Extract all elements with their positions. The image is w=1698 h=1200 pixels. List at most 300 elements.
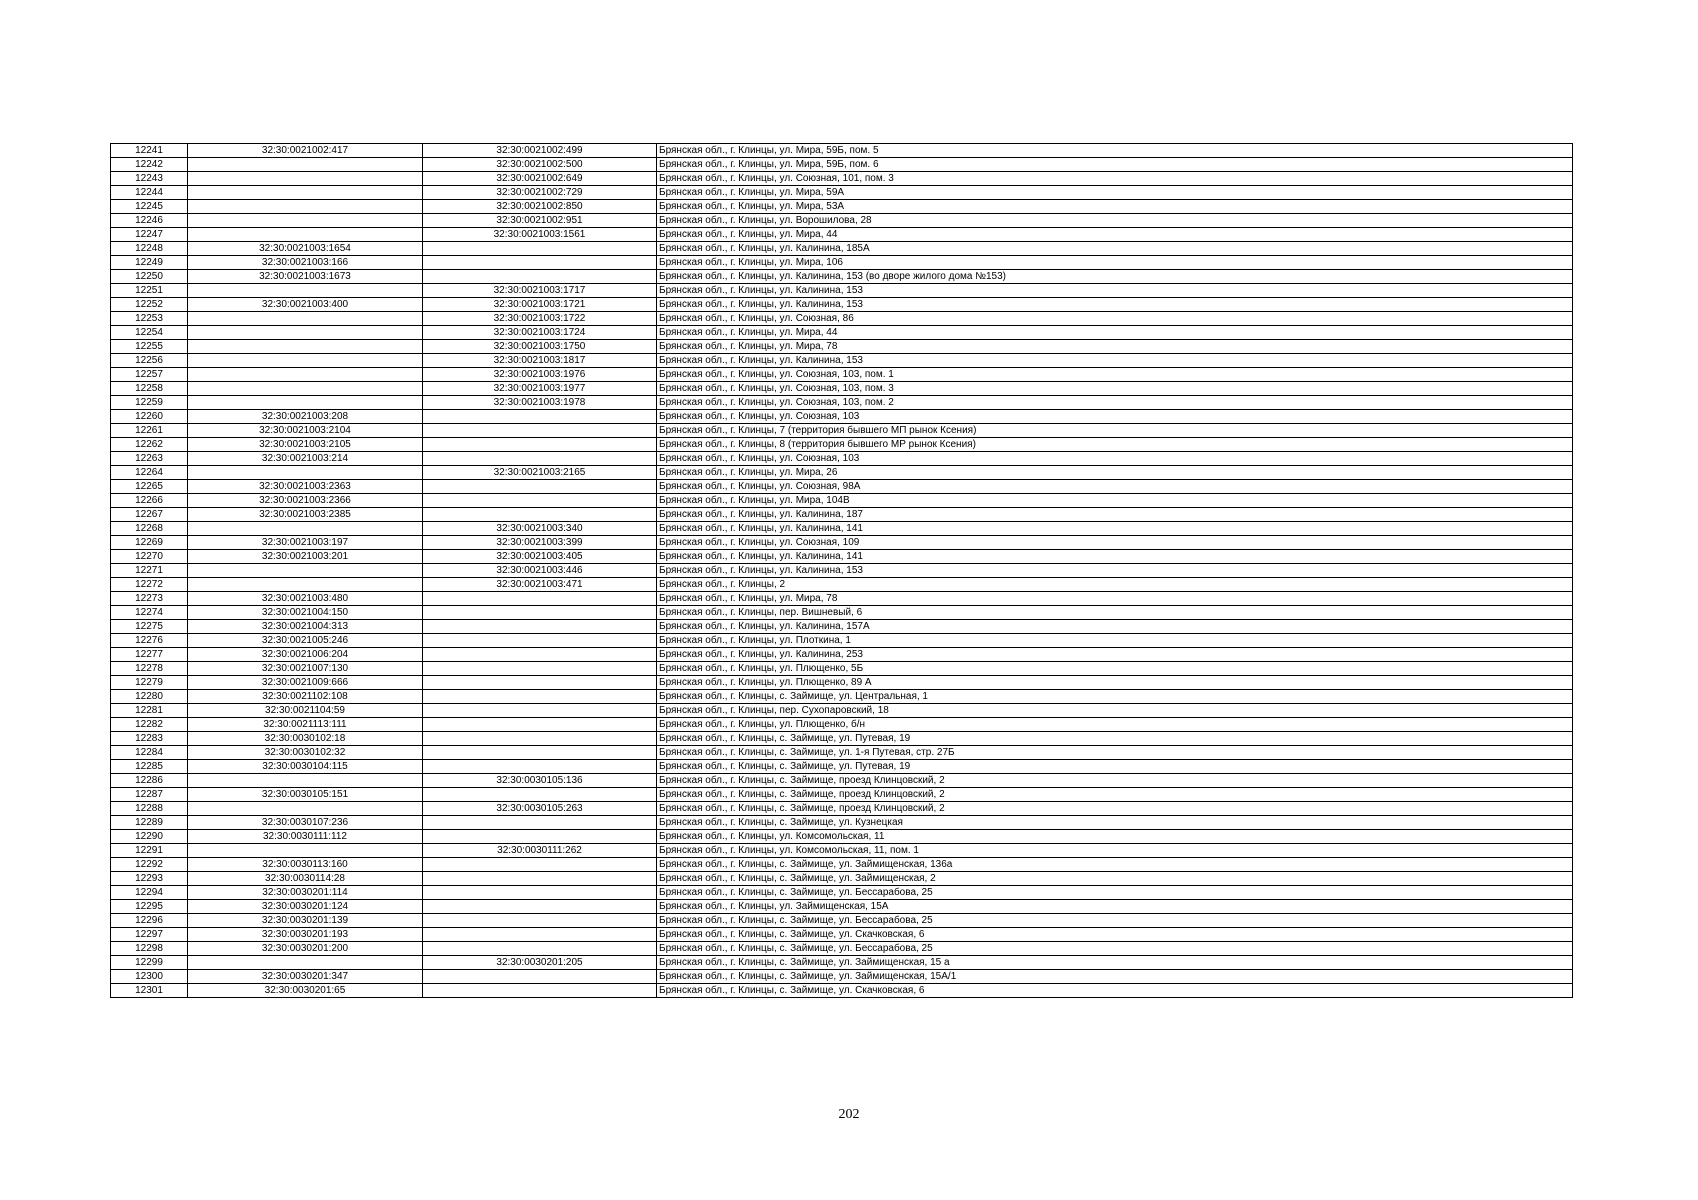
- cadastral-number-cell: 32:30:0021003:2366: [188, 494, 423, 508]
- related-cadastral-number-cell: 32:30:0021002:649: [423, 172, 657, 186]
- row-number-cell: 12299: [111, 956, 188, 970]
- table-row: [111, 550, 1573, 564]
- related-cadastral-number-cell: 32:30:0021003:1817: [423, 354, 657, 368]
- table-row: [111, 522, 1573, 536]
- table-row: [111, 886, 1573, 900]
- cadastral-number-cell: 32:30:0030201:200: [188, 942, 423, 956]
- related-cadastral-number-cell: [423, 970, 657, 984]
- table-row: [111, 494, 1573, 508]
- row-number-cell: 12279: [111, 676, 188, 690]
- address-cell: Брянская обл., г. Клинцы, ул. Плющенко, 5Б: [657, 662, 1573, 676]
- related-cadastral-number-cell: [423, 886, 657, 900]
- row-number-cell: 12288: [111, 802, 188, 816]
- related-cadastral-number-cell: 32:30:0021003:399: [423, 536, 657, 550]
- row-number-cell: 12262: [111, 438, 188, 452]
- related-cadastral-number-cell: [423, 704, 657, 718]
- related-cadastral-number-cell: 32:30:0021003:1561: [423, 228, 657, 242]
- address-cell: Брянская обл., г. Клинцы, с. Займище, ул. Путевая, 19: [657, 732, 1573, 746]
- cadastral-number-cell: 32:30:0021003:480: [188, 592, 423, 606]
- related-cadastral-number-cell: 32:30:0021003:1724: [423, 326, 657, 340]
- table-row: [111, 606, 1573, 620]
- address-cell: Брянская обл., г. Клинцы, ул. Комсомольская, 11: [657, 830, 1573, 844]
- cadastral-number-cell: [188, 802, 423, 816]
- table-row: [111, 284, 1573, 298]
- row-number-cell: 12268: [111, 522, 188, 536]
- row-number-cell: 12245: [111, 200, 188, 214]
- row-number-cell: 12257: [111, 368, 188, 382]
- related-cadastral-number-cell: 32:30:0030105:263: [423, 802, 657, 816]
- table-row: [111, 466, 1573, 480]
- row-number-cell: 12261: [111, 424, 188, 438]
- row-number-cell: 12292: [111, 858, 188, 872]
- row-number-cell: 12281: [111, 704, 188, 718]
- address-cell: Брянская обл., г. Клинцы, ул. Калинина, 141: [657, 522, 1573, 536]
- table-row: [111, 760, 1573, 774]
- table-row: [111, 438, 1573, 452]
- address-cell: Брянская обл., г. Клинцы, ул. Калинина, 153: [657, 284, 1573, 298]
- address-cell: Брянская обл., г. Клинцы, пер. Вишневый, 6: [657, 606, 1573, 620]
- row-number-cell: 12254: [111, 326, 188, 340]
- cadastral-number-cell: 32:30:0021003:201: [188, 550, 423, 564]
- row-number-cell: 12293: [111, 872, 188, 886]
- related-cadastral-number-cell: [423, 256, 657, 270]
- cadastral-number-cell: 32:30:0021003:1654: [188, 242, 423, 256]
- related-cadastral-number-cell: [423, 830, 657, 844]
- cadastral-number-cell: [188, 228, 423, 242]
- related-cadastral-number-cell: [423, 270, 657, 284]
- cadastral-number-cell: 32:30:0021004:150: [188, 606, 423, 620]
- address-cell: Брянская обл., г. Клинцы, ул. Союзная, 103, пом. 3: [657, 382, 1573, 396]
- related-cadastral-number-cell: 32:30:0030201:205: [423, 956, 657, 970]
- cadastral-number-cell: 32:30:0021003:208: [188, 410, 423, 424]
- row-number-cell: 12252: [111, 298, 188, 312]
- cadastral-number-cell: 32:30:0030102:32: [188, 746, 423, 760]
- row-number-cell: 12265: [111, 480, 188, 494]
- cadastral-number-cell: [188, 382, 423, 396]
- cadastral-number-cell: [188, 844, 423, 858]
- related-cadastral-number-cell: 32:30:0021003:1722: [423, 312, 657, 326]
- table-row: [111, 326, 1573, 340]
- table-row: [111, 648, 1573, 662]
- cadastral-number-cell: [188, 312, 423, 326]
- table-row: [111, 620, 1573, 634]
- address-cell: Брянская обл., г. Клинцы, ул. Мира, 78: [657, 340, 1573, 354]
- cadastral-number-cell: [188, 284, 423, 298]
- table-row: [111, 718, 1573, 732]
- cadastral-number-cell: [188, 564, 423, 578]
- related-cadastral-number-cell: [423, 858, 657, 872]
- table-row: [111, 732, 1573, 746]
- address-cell: Брянская обл., г. Клинцы, ул. Мира, 106: [657, 256, 1573, 270]
- table-row: [111, 312, 1573, 326]
- row-number-cell: 12274: [111, 606, 188, 620]
- cadastral-number-cell: 32:30:0030113:160: [188, 858, 423, 872]
- related-cadastral-number-cell: 32:30:0021002:850: [423, 200, 657, 214]
- related-cadastral-number-cell: [423, 662, 657, 676]
- address-cell: Брянская обл., г. Клинцы, ул. Калинина, 153: [657, 354, 1573, 368]
- related-cadastral-number-cell: [423, 494, 657, 508]
- row-number-cell: 12246: [111, 214, 188, 228]
- address-cell: Брянская обл., г. Клинцы, 2: [657, 578, 1573, 592]
- table-row: [111, 536, 1573, 550]
- address-cell: Брянская обл., г. Клинцы, с. Займище, ул. Займищенская, 15 а: [657, 956, 1573, 970]
- cadastral-number-cell: 32:30:0021004:313: [188, 620, 423, 634]
- related-cadastral-number-cell: [423, 928, 657, 942]
- address-cell: Брянская обл., г. Клинцы, ул. Мира, 44: [657, 326, 1573, 340]
- row-number-cell: 12263: [111, 452, 188, 466]
- row-number-cell: 12255: [111, 340, 188, 354]
- related-cadastral-number-cell: [423, 648, 657, 662]
- related-cadastral-number-cell: [423, 690, 657, 704]
- table-row: [111, 746, 1573, 760]
- address-cell: Брянская обл., г. Клинцы, ул. Калинина, 153: [657, 564, 1573, 578]
- row-number-cell: 12251: [111, 284, 188, 298]
- address-cell: Брянская обл., г. Клинцы, с. Займище, ул. Скачковская, 6: [657, 984, 1573, 998]
- address-cell: Брянская обл., г. Клинцы, с. Займище, ул. 1-я Путевая, стр. 27Б: [657, 746, 1573, 760]
- cadastral-number-cell: 32:30:0021104:59: [188, 704, 423, 718]
- cadastral-number-cell: 32:30:0021003:2385: [188, 508, 423, 522]
- cadastral-number-cell: 32:30:0030201:114: [188, 886, 423, 900]
- related-cadastral-number-cell: [423, 620, 657, 634]
- cadastral-number-cell: [188, 774, 423, 788]
- table-row: [111, 354, 1573, 368]
- row-number-cell: 12295: [111, 900, 188, 914]
- related-cadastral-number-cell: 32:30:0021002:951: [423, 214, 657, 228]
- row-number-cell: 12247: [111, 228, 188, 242]
- address-cell: Брянская обл., г. Клинцы, 7 (территория бывшего МП рынок Ксения): [657, 424, 1573, 438]
- table-row: [111, 704, 1573, 718]
- row-number-cell: 12259: [111, 396, 188, 410]
- related-cadastral-number-cell: [423, 410, 657, 424]
- related-cadastral-number-cell: 32:30:0021003:1717: [423, 284, 657, 298]
- table-row: [111, 186, 1573, 200]
- row-number-cell: 12266: [111, 494, 188, 508]
- address-cell: Брянская обл., г. Клинцы, с. Займище, ул. Бессарабова, 25: [657, 914, 1573, 928]
- row-number-cell: 12271: [111, 564, 188, 578]
- cadastral-number-cell: 32:30:0021005:246: [188, 634, 423, 648]
- cadastral-number-cell: [188, 214, 423, 228]
- address-cell: Брянская обл., г. Клинцы, ул. Плющенко, б/н: [657, 718, 1573, 732]
- table-row: [111, 452, 1573, 466]
- row-number-cell: 12291: [111, 844, 188, 858]
- cadastral-number-cell: 32:30:0021003:166: [188, 256, 423, 270]
- table-row: [111, 830, 1573, 844]
- address-cell: Брянская обл., г. Клинцы, ул. Калинина, 153: [657, 298, 1573, 312]
- cadastral-number-cell: 32:30:0030201:347: [188, 970, 423, 984]
- row-number-cell: 12301: [111, 984, 188, 998]
- table-row: [111, 410, 1573, 424]
- table-row: [111, 298, 1573, 312]
- cadastral-number-cell: [188, 340, 423, 354]
- table-row: [111, 914, 1573, 928]
- cadastral-number-cell: 32:30:0021003:214: [188, 452, 423, 466]
- cadastral-number-cell: 32:30:0021003:2104: [188, 424, 423, 438]
- row-number-cell: 12287: [111, 788, 188, 802]
- table-row: [111, 774, 1573, 788]
- table-row: [111, 578, 1573, 592]
- table-row: [111, 690, 1573, 704]
- row-number-cell: 12242: [111, 158, 188, 172]
- row-number-cell: 12275: [111, 620, 188, 634]
- cadastral-number-cell: [188, 522, 423, 536]
- table-row: [111, 956, 1573, 970]
- table-row: [111, 242, 1573, 256]
- table-row: [111, 382, 1573, 396]
- row-number-cell: 12280: [111, 690, 188, 704]
- row-number-cell: 12273: [111, 592, 188, 606]
- cadastral-number-cell: 32:30:0030111:112: [188, 830, 423, 844]
- row-number-cell: 12272: [111, 578, 188, 592]
- address-cell: Брянская обл., г. Клинцы, с. Займище, ул. Бессарабова, 25: [657, 942, 1573, 956]
- cadastral-number-cell: 32:30:0021003:2363: [188, 480, 423, 494]
- related-cadastral-number-cell: 32:30:0030105:136: [423, 774, 657, 788]
- address-cell: Брянская обл., г. Клинцы, ул. Займищенская, 15А: [657, 900, 1573, 914]
- table-row: [111, 256, 1573, 270]
- row-number-cell: 12256: [111, 354, 188, 368]
- address-cell: Брянская обл., г. Клинцы, пер. Сухопаровский, 18: [657, 704, 1573, 718]
- related-cadastral-number-cell: [423, 480, 657, 494]
- address-cell: Брянская обл., г. Клинцы, ул. Мира, 59Б, пом. 5: [657, 144, 1573, 158]
- address-cell: Брянская обл., г. Клинцы, ул. Союзная, 103, пом. 2: [657, 396, 1573, 410]
- related-cadastral-number-cell: 32:30:0021003:340: [423, 522, 657, 536]
- related-cadastral-number-cell: [423, 718, 657, 732]
- table-row: [111, 942, 1573, 956]
- table-row: [111, 802, 1573, 816]
- cadastral-number-cell: 32:30:0021102:108: [188, 690, 423, 704]
- address-cell: Брянская обл., г. Клинцы, с. Займище, проезд Клинцовский, 2: [657, 788, 1573, 802]
- address-cell: Брянская обл., г. Клинцы, ул. Ворошилова, 28: [657, 214, 1573, 228]
- table-row: [111, 788, 1573, 802]
- cadastral-number-cell: 32:30:0021007:130: [188, 662, 423, 676]
- cadastral-number-cell: [188, 578, 423, 592]
- table-row: [111, 508, 1573, 522]
- cadastral-number-cell: [188, 956, 423, 970]
- address-cell: Брянская обл., г. Клинцы, 8 (территория бывшего МР рынок Ксения): [657, 438, 1573, 452]
- cadastral-number-cell: [188, 326, 423, 340]
- related-cadastral-number-cell: 32:30:0030111:262: [423, 844, 657, 858]
- cadastral-number-cell: 32:30:0021002:417: [188, 144, 423, 158]
- address-cell: Брянская обл., г. Клинцы, ул. Плоткина, 1: [657, 634, 1573, 648]
- registry-table-body: [111, 144, 1573, 998]
- table-row: [111, 396, 1573, 410]
- related-cadastral-number-cell: 32:30:0021002:729: [423, 186, 657, 200]
- address-cell: Брянская обл., г. Клинцы, ул. Мира, 59А: [657, 186, 1573, 200]
- address-cell: Брянская обл., г. Клинцы, с. Займище, ул. Скачковская, 6: [657, 928, 1573, 942]
- table-row: [111, 816, 1573, 830]
- row-number-cell: 12241: [111, 144, 188, 158]
- cadastral-number-cell: [188, 368, 423, 382]
- row-number-cell: 12264: [111, 466, 188, 480]
- related-cadastral-number-cell: [423, 732, 657, 746]
- related-cadastral-number-cell: 32:30:0021003:1721: [423, 298, 657, 312]
- address-cell: Брянская обл., г. Клинцы, ул. Калинина, 153 (во дворе жилого дома №153): [657, 270, 1573, 284]
- address-cell: Брянская обл., г. Клинцы, ул. Калинина, 253: [657, 648, 1573, 662]
- related-cadastral-number-cell: [423, 676, 657, 690]
- table-row: [111, 984, 1573, 998]
- table-row: [111, 172, 1573, 186]
- table-row: [111, 158, 1573, 172]
- address-cell: Брянская обл., г. Клинцы, ул. Калинина, 185А: [657, 242, 1573, 256]
- cadastral-number-cell: 32:30:0021003:2105: [188, 438, 423, 452]
- table-row: [111, 564, 1573, 578]
- cadastral-number-cell: 32:30:0030201:124: [188, 900, 423, 914]
- address-cell: Брянская обл., г. Клинцы, с. Займище, ул. Займищенская, 136а: [657, 858, 1573, 872]
- related-cadastral-number-cell: 32:30:0021002:499: [423, 144, 657, 158]
- table-row: [111, 214, 1573, 228]
- cadastral-number-cell: [188, 200, 423, 214]
- related-cadastral-number-cell: [423, 942, 657, 956]
- row-number-cell: 12300: [111, 970, 188, 984]
- related-cadastral-number-cell: [423, 788, 657, 802]
- row-number-cell: 12284: [111, 746, 188, 760]
- related-cadastral-number-cell: [423, 424, 657, 438]
- table-row: [111, 228, 1573, 242]
- related-cadastral-number-cell: [423, 592, 657, 606]
- related-cadastral-number-cell: [423, 606, 657, 620]
- address-cell: Брянская обл., г. Клинцы, ул. Мира, 78: [657, 592, 1573, 606]
- row-number-cell: 12248: [111, 242, 188, 256]
- related-cadastral-number-cell: [423, 452, 657, 466]
- cadastral-number-cell: 32:30:0021113:111: [188, 718, 423, 732]
- row-number-cell: 12285: [111, 760, 188, 774]
- table-row: [111, 676, 1573, 690]
- related-cadastral-number-cell: 32:30:0021003:471: [423, 578, 657, 592]
- table-row: [111, 662, 1573, 676]
- row-number-cell: 12270: [111, 550, 188, 564]
- row-number-cell: 12278: [111, 662, 188, 676]
- row-number-cell: 12243: [111, 172, 188, 186]
- row-number-cell: 12276: [111, 634, 188, 648]
- cadastral-number-cell: 32:30:0030114:28: [188, 872, 423, 886]
- address-cell: Брянская обл., г. Клинцы, ул. Союзная, 103, пом. 1: [657, 368, 1573, 382]
- table-row: [111, 844, 1573, 858]
- related-cadastral-number-cell: [423, 746, 657, 760]
- address-cell: Брянская обл., г. Клинцы, ул. Плющенко, 89 А: [657, 676, 1573, 690]
- table-row: [111, 634, 1573, 648]
- related-cadastral-number-cell: [423, 438, 657, 452]
- address-cell: Брянская обл., г. Клинцы, ул. Союзная, 98А: [657, 480, 1573, 494]
- row-number-cell: 12253: [111, 312, 188, 326]
- cadastral-number-cell: [188, 354, 423, 368]
- address-cell: Брянская обл., г. Клинцы, ул. Калинина, 141: [657, 550, 1573, 564]
- row-number-cell: 12250: [111, 270, 188, 284]
- address-cell: Брянская обл., г. Клинцы, ул. Комсомольская, 11, пом. 1: [657, 844, 1573, 858]
- address-cell: Брянская обл., г. Клинцы, ул. Мира, 53А: [657, 200, 1573, 214]
- table-row: [111, 200, 1573, 214]
- cadastral-number-cell: 32:30:0030104:115: [188, 760, 423, 774]
- row-number-cell: 12258: [111, 382, 188, 396]
- row-number-cell: 12260: [111, 410, 188, 424]
- address-cell: Брянская обл., г. Клинцы, ул. Мира, 44: [657, 228, 1573, 242]
- address-cell: Брянская обл., г. Клинцы, с. Займище, ул. Займищенская, 15А/1: [657, 970, 1573, 984]
- cadastral-number-cell: [188, 466, 423, 480]
- cadastral-number-cell: [188, 186, 423, 200]
- table-row: [111, 592, 1573, 606]
- address-cell: Брянская обл., г. Клинцы, с. Займище, ул. Займищенская, 2: [657, 872, 1573, 886]
- cadastral-number-cell: 32:30:0021003:400: [188, 298, 423, 312]
- row-number-cell: 12289: [111, 816, 188, 830]
- related-cadastral-number-cell: [423, 914, 657, 928]
- table-row: [111, 144, 1573, 158]
- table-row: [111, 480, 1573, 494]
- address-cell: Брянская обл., г. Клинцы, ул. Союзная, 101, пом. 3: [657, 172, 1573, 186]
- table-row: [111, 340, 1573, 354]
- related-cadastral-number-cell: [423, 634, 657, 648]
- cadastral-number-cell: 32:30:0030107:236: [188, 816, 423, 830]
- table-row: [111, 872, 1573, 886]
- cadastral-number-cell: [188, 158, 423, 172]
- address-cell: Брянская обл., г. Клинцы, ул. Мира, 104В: [657, 494, 1573, 508]
- related-cadastral-number-cell: [423, 816, 657, 830]
- row-number-cell: 12283: [111, 732, 188, 746]
- table-row: [111, 858, 1573, 872]
- related-cadastral-number-cell: [423, 900, 657, 914]
- related-cadastral-number-cell: [423, 242, 657, 256]
- address-cell: Брянская обл., г. Клинцы, с. Займище, ул. Кузнецкая: [657, 816, 1573, 830]
- cadastral-number-cell: 32:30:0021003:1673: [188, 270, 423, 284]
- cadastral-number-cell: 32:30:0021009:666: [188, 676, 423, 690]
- table-row: [111, 900, 1573, 914]
- page-number: 202: [838, 1107, 860, 1122]
- address-cell: Брянская обл., г. Клинцы, с. Займище, ул. Бессарабова, 25: [657, 886, 1573, 900]
- address-cell: Брянская обл., г. Клинцы, с. Займище, проезд Клинцовский, 2: [657, 774, 1573, 788]
- row-number-cell: 12249: [111, 256, 188, 270]
- related-cadastral-number-cell: 32:30:0021003:405: [423, 550, 657, 564]
- table-row: [111, 424, 1573, 438]
- cadastral-number-cell: 32:30:0030201:193: [188, 928, 423, 942]
- address-cell: Брянская обл., г. Клинцы, ул. Мира, 59Б, пом. 6: [657, 158, 1573, 172]
- cadastral-number-cell: 32:30:0030102:18: [188, 732, 423, 746]
- row-number-cell: 12277: [111, 648, 188, 662]
- related-cadastral-number-cell: 32:30:0021003:1750: [423, 340, 657, 354]
- related-cadastral-number-cell: 32:30:0021003:1977: [423, 382, 657, 396]
- address-cell: Брянская обл., г. Клинцы, ул. Союзная, 109: [657, 536, 1573, 550]
- row-number-cell: 12282: [111, 718, 188, 732]
- row-number-cell: 12296: [111, 914, 188, 928]
- table-row: [111, 368, 1573, 382]
- address-cell: Брянская обл., г. Клинцы, ул. Калинина, 157А: [657, 620, 1573, 634]
- related-cadastral-number-cell: 32:30:0021003:1978: [423, 396, 657, 410]
- cadastral-number-cell: 32:30:0021006:204: [188, 648, 423, 662]
- related-cadastral-number-cell: [423, 872, 657, 886]
- row-number-cell: 12290: [111, 830, 188, 844]
- cadastral-number-cell: 32:30:0030201:65: [188, 984, 423, 998]
- related-cadastral-number-cell: [423, 984, 657, 998]
- address-cell: Брянская обл., г. Клинцы, ул. Союзная, 103: [657, 410, 1573, 424]
- row-number-cell: 12298: [111, 942, 188, 956]
- cadastral-number-cell: 32:30:0021003:197: [188, 536, 423, 550]
- address-cell: Брянская обл., г. Клинцы, с. Займище, ул. Центральная, 1: [657, 690, 1573, 704]
- address-cell: Брянская обл., г. Клинцы, ул. Калинина, 187: [657, 508, 1573, 522]
- related-cadastral-number-cell: [423, 760, 657, 774]
- related-cadastral-number-cell: [423, 508, 657, 522]
- row-number-cell: 12286: [111, 774, 188, 788]
- row-number-cell: 12267: [111, 508, 188, 522]
- table-row: [111, 270, 1573, 284]
- address-cell: Брянская обл., г. Клинцы, ул. Мира, 26: [657, 466, 1573, 480]
- table-row: [111, 928, 1573, 942]
- address-cell: Брянская обл., г. Клинцы, ул. Союзная, 103: [657, 452, 1573, 466]
- table-row: [111, 970, 1573, 984]
- row-number-cell: 12297: [111, 928, 188, 942]
- address-cell: Брянская обл., г. Клинцы, с. Займище, проезд Клинцовский, 2: [657, 802, 1573, 816]
- related-cadastral-number-cell: 32:30:0021003:446: [423, 564, 657, 578]
- cadastral-number-cell: [188, 172, 423, 186]
- related-cadastral-number-cell: 32:30:0021003:1976: [423, 368, 657, 382]
- cadastral-number-cell: [188, 396, 423, 410]
- related-cadastral-number-cell: 32:30:0021003:2165: [423, 466, 657, 480]
- row-number-cell: 12244: [111, 186, 188, 200]
